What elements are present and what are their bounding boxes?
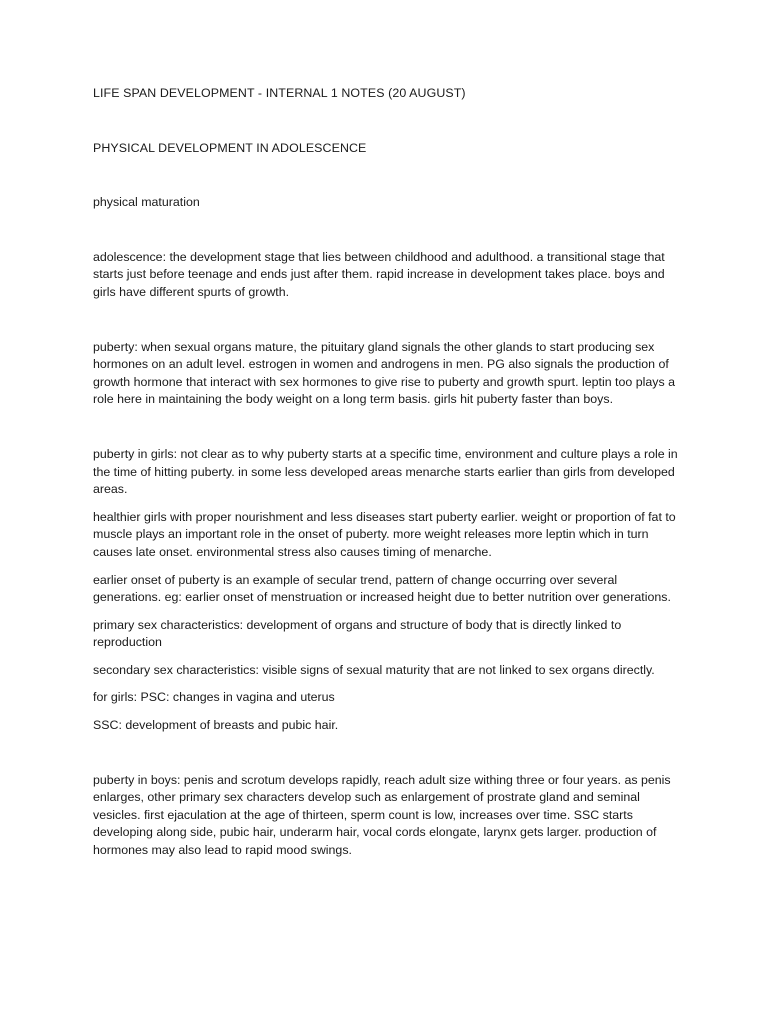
paragraph-puberty: puberty: when sexual organs mature, the pituitary gland signals the other glands to start producing sex hormones on an adult level. estrogen in women and androgens in men. PG also signals the production of growth hormone that interact with sex hormones to give rise to puberty and growth spurt. leptin too plays a role here in maintaining the body weight on a long term basis. girls hit puberty faster than boys. (93, 339, 675, 407)
section-heading: PHYSICAL DEVELOPMENT IN ADOLESCENCE (93, 140, 367, 155)
paragraph-girls-psc: for girls: PSC: changes in vagina and uterus (93, 690, 335, 705)
document-body (93, 85, 683, 860)
paragraph-primary-sex-characteristics: primary sex characteristics: development of organs and structure of body that is directly linked to reproduction (93, 617, 622, 650)
subheading: physical maturation (93, 195, 200, 210)
paragraph-secular-trend: earlier onset of puberty is an example of secular trend, pattern of change occurring over several generations. eg: earlier onset of menstruation or increased height due to better nutrition over generations. (93, 572, 671, 605)
paragraph-secondary-sex-characteristics: secondary sex characteristics: visible signs of sexual maturity that are not linked to sex organs directly. (93, 662, 655, 677)
paragraph-puberty-girls: puberty in girls: not clear as to why puberty starts at a specific time, environment and culture plays a role in the time of hitting puberty. in some less developed areas menarche starts earlier than girls from developed areas. (93, 446, 678, 497)
paragraph-adolescence: adolescence: the development stage that lies between childhood and adulthood. a transitional stage that starts just before teenage and ends just after them. rapid increase in development takes place. boys and girls have different spurts of growth. (93, 249, 665, 299)
document-title: LIFE SPAN DEVELOPMENT - INTERNAL 1 NOTES (20 AUGUST) (93, 86, 466, 100)
paragraph-puberty-boys: puberty in boys: penis and scrotum develops rapidly, reach adult size withing three or four years. as penis enlarges, other primary sex characters develop such as enlargement of prostrate gland and seminal vesicles. first ejaculation at the age of thirteen, sperm count is low, increases over time. SSC starts developing along side, pubic hair, underarm hair, vocal cords elongate, larynx gets larger. production of hormones may also lead to rapid mood swings. (93, 772, 671, 858)
paragraph-healthier-girls: healthier girls with proper nourishment and less diseases start puberty earlier. weight or proportion of fat to muscle plays an important role in the onset of puberty. more weight releases more leptin which in turn causes late onset. environmental stress also causes timing of menarche. (93, 509, 676, 559)
paragraph-girls-ssc: SSC: development of breasts and pubic hair. (93, 718, 339, 733)
